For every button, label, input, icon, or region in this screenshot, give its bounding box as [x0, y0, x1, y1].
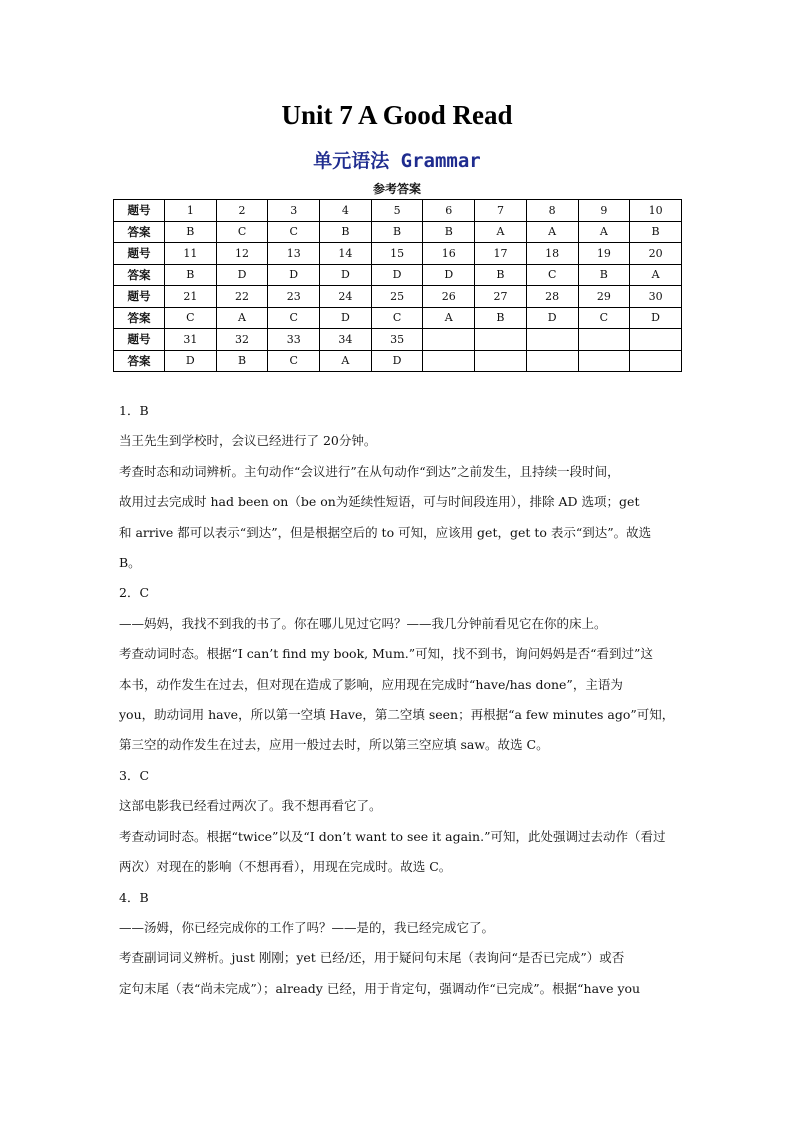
answer-cell: 26 [423, 286, 475, 308]
answer-cell [630, 350, 682, 372]
text-line: 这部电影我已经看过两次了。我不想再看它了。 [119, 798, 382, 814]
answer-cell: 19 [578, 243, 630, 265]
text-line: 两次）对现在的影响（不想再看），用现在完成时。故选 C。 [119, 859, 452, 875]
answer-table-row [114, 243, 682, 265]
row-header: 答案 [114, 221, 165, 243]
text-line: 考查副词词义辨析。just 刚刚；yet 已经/还，用于疑问句末尾（表询问“是否已完成”）或否 [119, 950, 625, 966]
text-line: 当王先生到学校时，会议已经进行了 20分钟。 [119, 433, 377, 449]
answer-table-row [114, 221, 682, 243]
text-line: 4．B [119, 889, 149, 905]
answer-cell: 27 [475, 286, 527, 308]
answer-cell [423, 350, 475, 372]
answer-cell: B [630, 221, 682, 243]
answer-table-row [114, 264, 682, 286]
answer-cell: 1 [165, 200, 217, 222]
answer-cell: A [578, 221, 630, 243]
answer-cell: A [475, 221, 527, 243]
answer-cell: C [268, 221, 320, 243]
answer-cell: D [216, 264, 268, 286]
answer-cell: 30 [630, 286, 682, 308]
answer-cell [630, 329, 682, 351]
answer-cell: B [320, 221, 372, 243]
explanations [119, 396, 679, 1004]
answer-cell: D [320, 264, 372, 286]
row-header: 答案 [114, 350, 165, 372]
answer-cell: 35 [371, 329, 423, 351]
answer-cell: 8 [526, 200, 578, 222]
answer-cell: 23 [268, 286, 320, 308]
answer-cell: 34 [320, 329, 372, 351]
answer-cell: 33 [268, 329, 320, 351]
answer-cell: C [526, 264, 578, 286]
row-header: 题号 [114, 329, 165, 351]
answer-cell: 21 [165, 286, 217, 308]
answer-cell: 5 [371, 200, 423, 222]
answer-cell: B [371, 221, 423, 243]
answer-cell: 12 [216, 243, 268, 265]
section-subtitle: 单元语法 Grammar [313, 150, 481, 172]
answer-cell: B [165, 264, 217, 286]
text-line: 和 arrive 都可以表示“到达”，但是根据空后的 to 可知，应该用 get，get to 表示“到达”。故选 [119, 524, 652, 540]
text-line: 考查时态和动词辨析。主句动作“会议进行”在从句动作“到达”之前发生，且持续一段时间， [119, 463, 620, 479]
row-header: 题号 [114, 243, 165, 265]
row-header: 答案 [114, 307, 165, 329]
answer-cell: 32 [216, 329, 268, 351]
answer-key-title: 参考答案 [372, 182, 421, 196]
answer-cell: 11 [165, 243, 217, 265]
answer-cell: 3 [268, 200, 320, 222]
answer-cell: B [475, 264, 527, 286]
answer-cell: D [371, 350, 423, 372]
row-header: 题号 [114, 286, 165, 308]
answer-cell: 22 [216, 286, 268, 308]
text-line: 1．B [119, 403, 149, 418]
answer-cell: D [320, 307, 372, 329]
answer-cell: 10 [630, 200, 682, 222]
answer-table-row [114, 307, 682, 329]
text-line: 第三空的动作发生在过去，应用一般过去时，所以第三空应填 saw。故选 C。 [119, 737, 549, 753]
answer-cell [475, 329, 527, 351]
answer-cell: C [216, 221, 268, 243]
answer-cell: 29 [578, 286, 630, 308]
answer-cell [578, 350, 630, 372]
answer-cell: 25 [371, 286, 423, 308]
answer-cell: B [165, 221, 217, 243]
answer-cell: 18 [526, 243, 578, 265]
answer-cell: 14 [320, 243, 372, 265]
answer-cell: A [630, 264, 682, 286]
text-line: 定句末尾（表“尚未完成”）；already 已经，用于肯定句，强调动作“已完成”。根据“have you [119, 980, 641, 996]
answer-cell: 17 [475, 243, 527, 265]
answer-cell: C [268, 350, 320, 372]
answer-table-row [114, 329, 682, 351]
answer-cell: D [423, 264, 475, 286]
answer-cell: D [268, 264, 320, 286]
answer-cell: C [268, 307, 320, 329]
row-header: 答案 [114, 264, 165, 286]
answer-cell: B [578, 264, 630, 286]
answer-cell: C [165, 307, 217, 329]
answer-cell: 28 [526, 286, 578, 308]
answer-table-row [114, 286, 682, 308]
answer-key-table [113, 199, 682, 372]
text-line: ——汤姆，你已经完成你的工作了吗？——是的，我已经完成它了。 [119, 919, 495, 935]
text-line: 3．C [119, 767, 150, 783]
answer-cell: A [320, 350, 372, 372]
text-line: 2．C [119, 585, 150, 601]
text-line: 考查动词时态。根据“I can’t find my book, Mum.”可知，找不到书，询问妈妈是否“看到过”这 [119, 646, 653, 662]
answer-cell: 2 [216, 200, 268, 222]
text-line: 故用过去完成时 had been on（be on为延续性短语，可与时间段连用），排除 AD 选项；get [119, 494, 640, 510]
answer-cell: 20 [630, 243, 682, 265]
answer-cell [423, 329, 475, 351]
text-line: you，助动词用 have，所以第一空填 Have，第二空填 seen；再根据“a few minutes ago”可知， [119, 707, 675, 723]
answer-cell: B [475, 307, 527, 329]
answer-cell: 24 [320, 286, 372, 308]
text-line: ——妈妈，我找不到我的书了。你在哪儿见过它吗？——我几分钟前看见它在你的床上。 [119, 615, 607, 631]
answer-cell: 4 [320, 200, 372, 222]
answer-cell: B [216, 350, 268, 372]
answer-cell: D [630, 307, 682, 329]
answer-table-row [114, 200, 682, 222]
text-line: 本书，动作发生在过去，但对现在造成了影响，应用现在完成时“have/has done”，主语为 [119, 676, 623, 692]
answer-cell: D [165, 350, 217, 372]
answer-cell: 9 [578, 200, 630, 222]
answer-cell: 16 [423, 243, 475, 265]
answer-cell: B [423, 221, 475, 243]
text-line: 考查动词时态。根据“twice”以及“I don’t want to see it again.”可知，此处强调过去动作（看过 [119, 828, 666, 844]
answer-cell: 6 [423, 200, 475, 222]
answer-cell: C [371, 307, 423, 329]
answer-table-row [114, 350, 682, 372]
answer-cell: 7 [475, 200, 527, 222]
answer-cell [578, 329, 630, 351]
answer-cell: D [526, 307, 578, 329]
answer-cell [526, 350, 578, 372]
answer-cell: D [371, 264, 423, 286]
answer-cell: A [526, 221, 578, 243]
row-header: 题号 [114, 200, 165, 222]
answer-cell [526, 329, 578, 351]
answer-cell [475, 350, 527, 372]
answer-cell: C [578, 307, 630, 329]
answer-cell: 15 [371, 243, 423, 265]
page-title: Unit 7 A Good Read [281, 100, 513, 130]
answer-cell: 13 [268, 243, 320, 265]
text-line: B。 [119, 555, 141, 571]
answer-cell: A [216, 307, 268, 329]
answer-cell: 31 [165, 329, 217, 351]
answer-cell: A [423, 307, 475, 329]
